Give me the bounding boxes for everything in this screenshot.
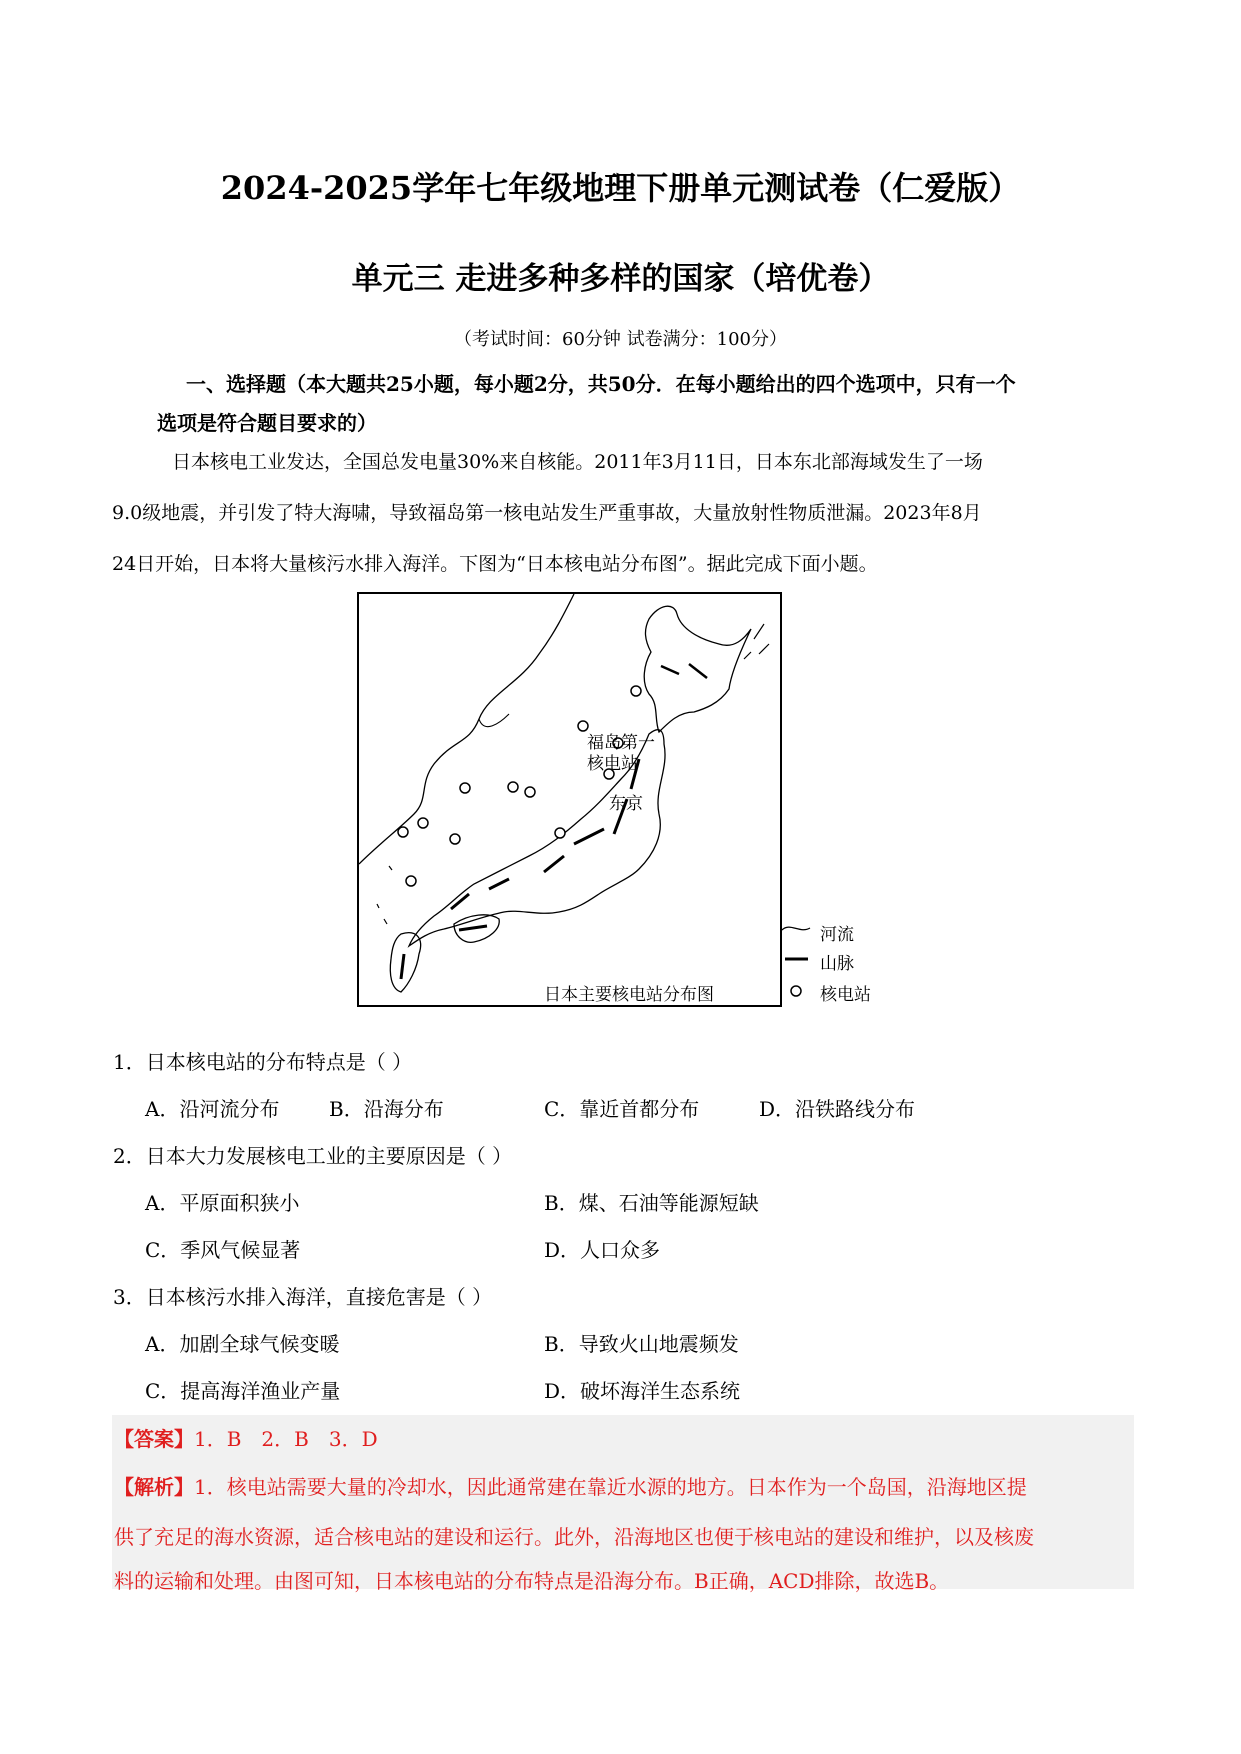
- japan-nuclear-map: [357, 592, 782, 1007]
- legend-river: 河流: [820, 925, 854, 945]
- q2-option-a: A．平原面积狭小: [145, 1191, 300, 1215]
- q1-option-a: A．沿河流分布: [145, 1097, 280, 1121]
- q3-option-d: D．破坏海洋生态系统: [544, 1379, 741, 1403]
- answer-text: 1．B 2．B 3．D: [194, 1427, 378, 1451]
- q1-option-c: C．靠近首都分布: [544, 1097, 700, 1121]
- exam-info: （考试时间：60分钟 试卷满分：100分）: [454, 329, 787, 350]
- fukushima-label-1: 福岛第一: [587, 733, 655, 753]
- map-legend: [780, 920, 900, 1020]
- legend-mountain: 山脉: [820, 954, 854, 974]
- map-drawing: [359, 594, 780, 1005]
- q1-option-d: D．沿铁路线分布: [759, 1097, 916, 1121]
- legend-plant: 核电站: [820, 985, 871, 1005]
- q3-option-c: C．提高海洋渔业产量: [145, 1379, 341, 1403]
- section-heading-line1: 一、选择题（本大题共25小题，每小题2分，共50分．在每小题给出的四个选项中，只有一个: [186, 372, 1016, 396]
- passage-line-1: 日本核电工业发达，全国总发电量30%来自核能。2011年3月11日，日本东北部海域发生了一场: [172, 451, 983, 473]
- section-heading-line2: 选项是符合题目要求的）: [157, 411, 377, 435]
- fukushima-label-2: 核电站: [587, 754, 638, 774]
- answer-panel: [112, 1415, 1134, 1593]
- q3-option-a: A．加剧全球气候变暖: [145, 1332, 340, 1356]
- passage-line-3: 24日开始，日本将大量核污水排入海洋。下图为“日本核电站分布图”。据此完成下面小题。: [112, 553, 878, 575]
- tokyo-label: 东京: [609, 794, 643, 814]
- q1-option-b: B．沿海分布: [329, 1097, 444, 1121]
- q2-option-d: D．人口众多: [544, 1238, 661, 1262]
- analysis-label: 【解析】: [114, 1475, 194, 1499]
- q3-option-b: B．导致火山地震频发: [544, 1332, 739, 1356]
- question-3-stem: 3．日本核污水排入海洋，直接危害是（ ）: [113, 1285, 493, 1309]
- map-caption: 日本主要核电站分布图: [544, 985, 714, 1005]
- analysis-line-2: 供了充足的海水资源，适合核电站的建设和运行。此外，沿海地区也便于核电站的建设和维护，以及核废: [114, 1525, 1034, 1549]
- plant-marker: [631, 686, 641, 696]
- q2-option-c: C．季风气候显著: [145, 1238, 301, 1262]
- q2-option-b: B．煤、石油等能源短缺: [544, 1191, 759, 1215]
- answer-line: [114, 1423, 378, 1452]
- answer-label: 【答案】: [114, 1427, 194, 1451]
- analysis-text-1: 1．核电站需要大量的冷却水，因此通常建在靠近水源的地方。日本作为一个岛国，沿海地区提: [194, 1475, 1027, 1499]
- question-1-stem: 1．日本核电站的分布特点是（ ）: [113, 1050, 413, 1074]
- document-title: 2024-2025学年七年级地理下册单元测试卷（仁爱版）: [220, 169, 1021, 207]
- analysis-line-1: [114, 1471, 1027, 1500]
- analysis-line-3: 料的运输和处理。由图可知，日本核电站的分布特点是沿海分布。B正确，ACD排除，故选B。: [114, 1569, 950, 1593]
- river-legend-icon: [782, 927, 810, 930]
- plant-legend-icon: [791, 986, 801, 996]
- mountain-hokkaido: [661, 666, 679, 674]
- passage-line-2: 9.0级地震，并引发了特大海啸，导致福岛第一核电站发生严重事故，大量放射性物质泄漏。2023年8月: [112, 502, 982, 524]
- question-2-stem: 2．日本大力发展核电工业的主要原因是（ ）: [113, 1144, 513, 1168]
- unit-subtitle: 单元三 走进多种多样的国家（培优卷）: [351, 261, 890, 297]
